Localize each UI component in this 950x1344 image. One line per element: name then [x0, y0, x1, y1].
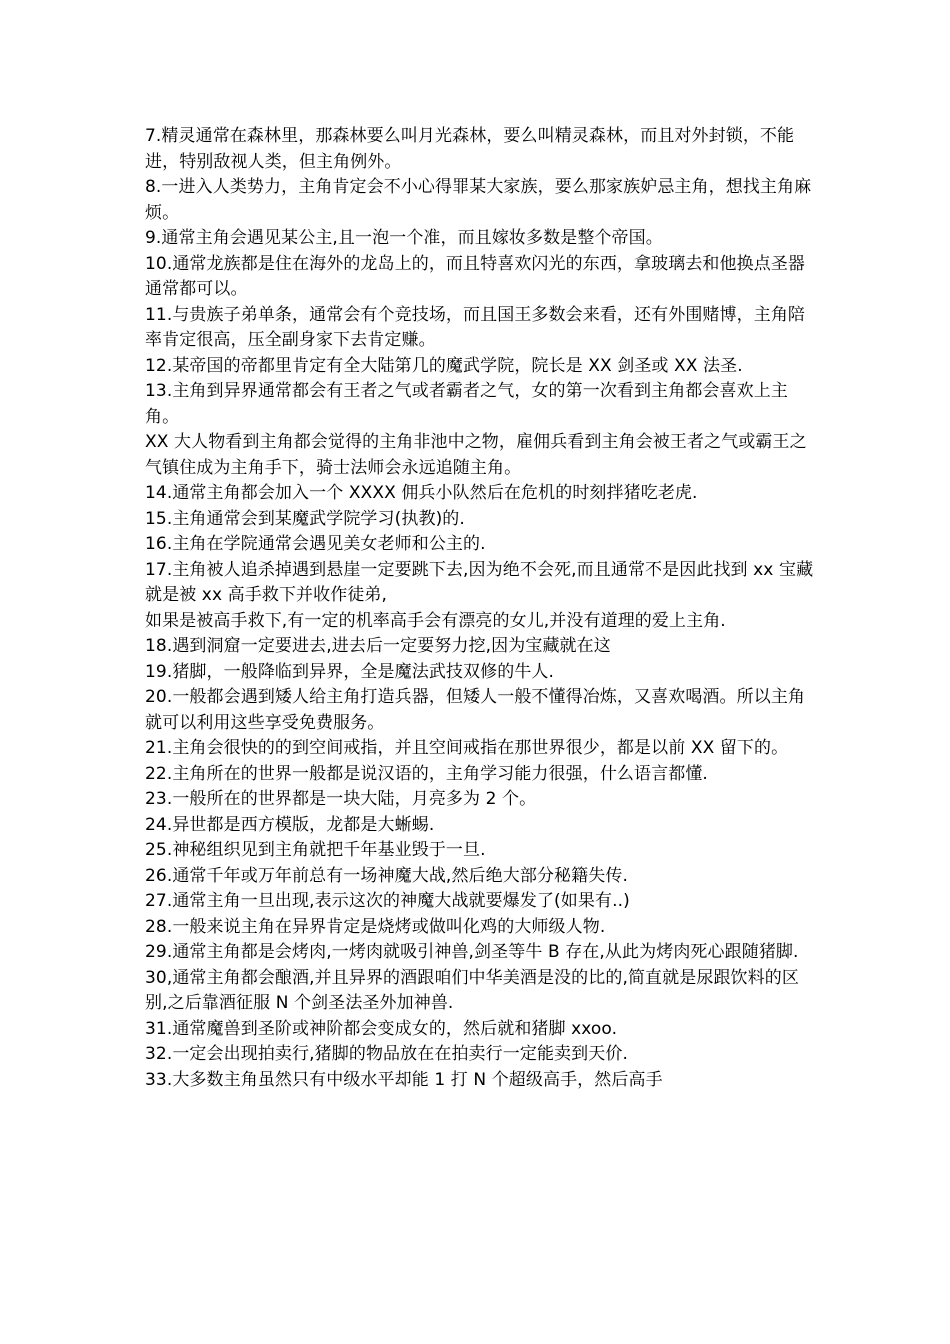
paragraph: 10.通常龙族都是住在海外的龙岛上的，而且特喜欢闪光的东西，拿玻璃去和他换点圣器通常都可以。	[145, 253, 806, 299]
paragraph: 8.一进入人类势力，主角肯定会不小心得罪某大家族，要么那家族妒忌主角，想找主角麻烦。	[145, 177, 812, 223]
paragraph: 31.通常魔兽到圣阶或神阶都会变成女的，然后就和猪脚 xxoo.	[145, 1018, 618, 1039]
paragraph: 11.与贵族子弟单条，通常会有个竞技场，而且国王多数会来看，还有外围赌博，主角陪率肯定很高，压全副身家下去肯定赚。	[145, 304, 806, 350]
paragraph: 26.通常千年或万年前总有一场神魔大战,然后绝大部分秘籍失传.	[145, 865, 628, 886]
paragraph: 如果是被高手救下,有一定的机率高手会有漂亮的女儿,并没有道理的爱上主角.	[145, 610, 726, 631]
paragraph: 12.某帝国的帝都里肯定有全大陆第几的魔武学院，院长是 XX 剑圣或 XX 法圣.	[145, 355, 743, 376]
paragraph: 19.猪脚，一般降临到异界，全是魔法武技双修的牛人.	[145, 661, 555, 682]
paragraph: 32.一定会出现拍卖行,猪脚的物品放在在拍卖行一定能卖到天价.	[145, 1044, 628, 1064]
paragraph: 16.主角在学院通常会遇见美女老师和公主的.	[145, 534, 486, 554]
paragraph: 9.通常主角会遇见某公主,且一泡一个准，而且嫁妆多数是整个帝国。	[145, 228, 663, 248]
paragraph: 27.通常主角一旦出现,表示这次的神魔大战就要爆发了(如果有..)	[145, 891, 630, 911]
paragraph: 18.遇到洞窟一定要进去,进去后一定要努力挖,因为宝藏就在这	[145, 636, 611, 656]
paragraph: 17.主角被人追杀掉遇到悬崖一定要跳下去,因为绝不会死,而且通常不是因此找到 xx 宝藏就是被 xx 高手救下并收作徒弟,	[145, 559, 814, 605]
document-body	[145, 124, 817, 1093]
paragraph: 21.主角会很快的的到空间戒指，并且空间戒指在那世界很少，都是以前 XX 留下的。	[145, 738, 789, 758]
paragraph: XX 大人物看到主角都会觉得的主角非池中之物，雇佣兵看到主角会被王者之气或霸王之气镇住成为主角手下，骑士法师会永远追随主角。	[145, 432, 807, 478]
paragraph: 20.一般都会遇到矮人给主角打造兵器，但矮人一般不懂得冶炼，又喜欢喝酒。所以主角就可以利用这些享受免费服务。	[145, 687, 806, 733]
paragraph: 28.一般来说主角在异界肯定是烧烤或做叫化鸡的大师级人物.	[145, 916, 606, 937]
paragraph: 7.精灵通常在森林里，那森林要么叫月光森林，要么叫精灵森林，而且对外封锁，不能进，特别敌视人类，但主角例外。	[145, 126, 795, 172]
paragraph: 15.主角通常会到某魔武学院学习(执教)的.	[145, 508, 465, 529]
paragraph: 23.一般所在的世界都是一块大陆，月亮多为 2 个。	[145, 789, 537, 809]
paragraph: 24.异世都是西方模版，龙都是大蜥蜴.	[145, 814, 435, 835]
paragraph: 25.神秘组织见到主角就把千年基业毁于一旦.	[145, 840, 486, 860]
paragraph: 30,通常主角都会酿酒,并且异界的酒跟咱们中华美酒是没的比的,简直就是尿跟饮料的区别,之后靠酒征服 N 个剑圣法圣外加神兽.	[145, 967, 799, 1013]
paragraph: 29.通常主角都是会烤肉,一烤肉就吸引神兽,剑圣等牛 B 存在,从此为烤肉死心跟随猪脚.	[145, 942, 799, 962]
paragraph: 13.主角到异界通常都会有王者之气或者霸者之气，女的第一次看到主角都会喜欢上主角。	[145, 381, 788, 427]
paragraph: 33.大多数主角虽然只有中级水平却能 1 打 N 个超级高手，然后高手	[145, 1069, 663, 1090]
paragraph: 22.主角所在的世界一般都是说汉语的，主角学习能力很强，什么语言都懂.	[145, 763, 708, 784]
paragraph: 14.通常主角都会加入一个 XXXX 佣兵小队然后在危机的时刻拌猪吃老虎.	[145, 483, 698, 503]
